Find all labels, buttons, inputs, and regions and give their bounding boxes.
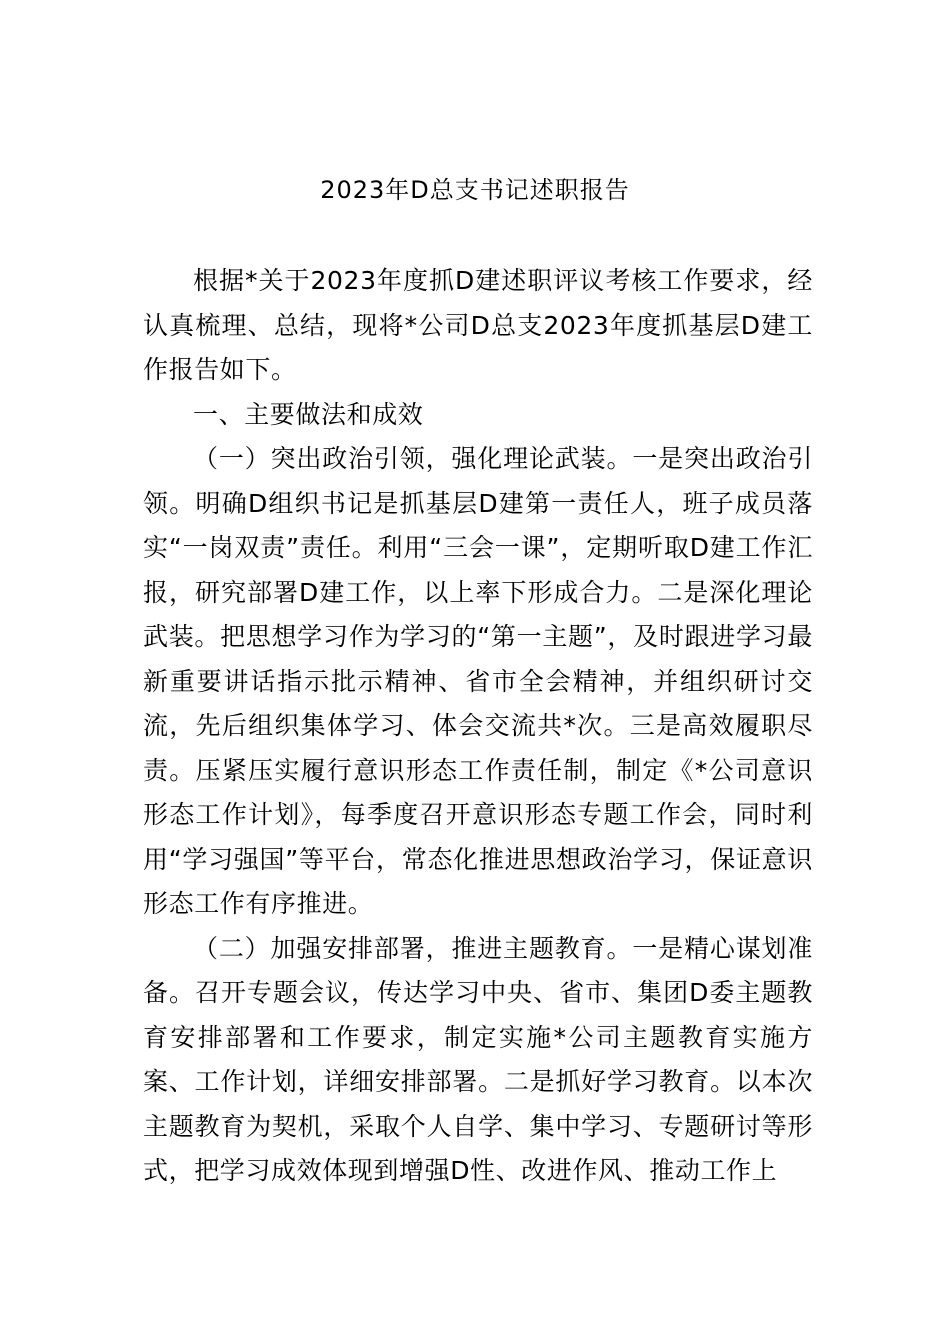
body-paragraph-1: （一）突出政治引领，强化理论武装。一是突出政治引领。明确D组织书记是抓基层D建第一责任人，班子成员落实“一岗双责”责任。利用“三会一课”，定期听取D建工作汇报，研究部署D建工作，以上率下形成合力。二是深化理论武装。把思想学习作为学习的“第一主题”，及时跟进学习最新重要讲话指示批示精神、省市全会精神，并组织研讨交流，先后组织集体学习、体会交流共*次。三是高效履职尽责。压紧压实履行意识形态工作责任制，制定《*公司意识形态工作计划》，每季度召开意识形态专题工作会，同时利用“学习强国”等平台，常态化推进思想政治学习，保证意识形态工作有序推进。 bbox=[143, 444, 813, 918]
body-paragraph-2: （二）加强安排部署，推进主题教育。一是精心谋划准备。召开专题会议，传达学习中央、省市、集团D委主题教育安排部署和工作要求，制定实施*公司主题教育实施方案、工作计划，详细安排部署。二是抓好学习教育。以本次主题教育为契机，采取个人自学、集中学习、专题研讨等形式，把学习成效体现到增强D性、改进作风、推动工作上 bbox=[143, 933, 813, 1185]
document-body bbox=[143, 259, 813, 1194]
intro-paragraph: 根据*关于2023年度抓D建述职评议考核工作要求，经认真梳理、总结，现将*公司D总支2023年度抓基层D建工作报告如下。 bbox=[143, 266, 813, 384]
section-heading: 一、主要做法和成效 bbox=[193, 399, 424, 429]
document-title: 2023年D总支书记述职报告 bbox=[320, 176, 630, 204]
